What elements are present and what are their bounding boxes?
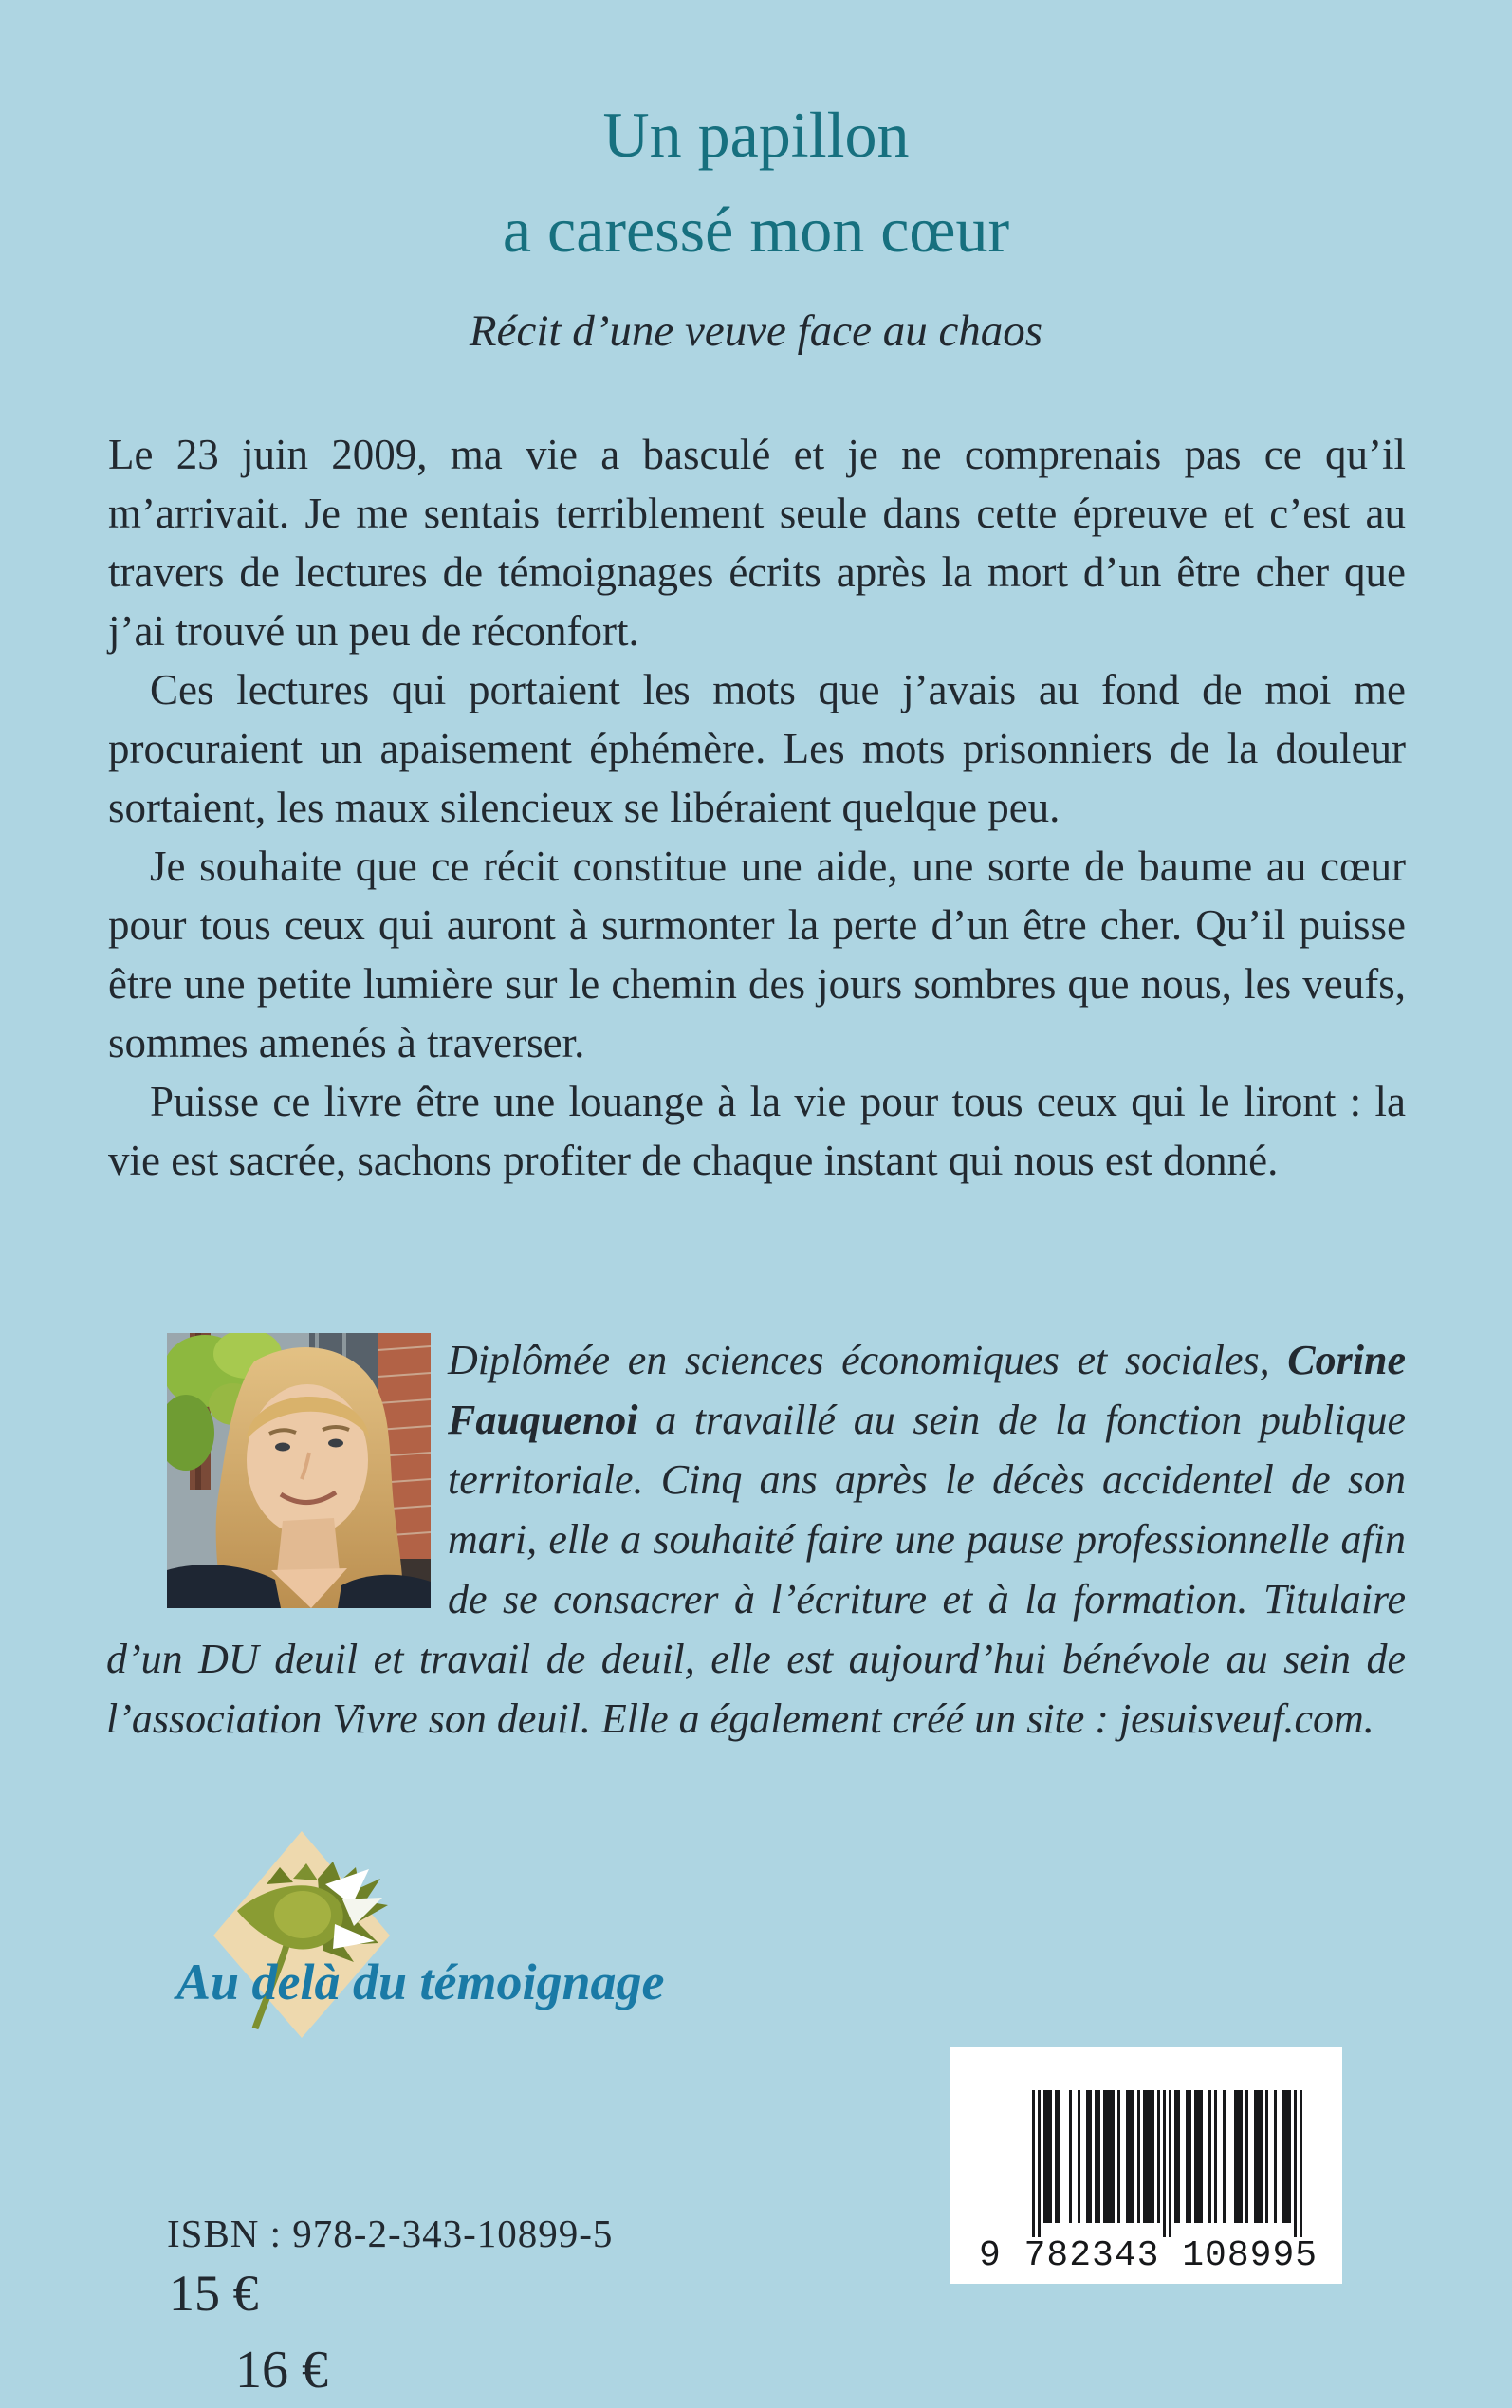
book-subtitle: Récit d’une veuve face au chaos (469, 306, 1043, 356)
author-name: Corine Fauquenoi (448, 1337, 1406, 1443)
author-photo (167, 1333, 431, 1608)
bio-rest: a travaillé au sein de la fonction publique territoriale. Cinq ans après le décès accidentel de son mari, elle a souhaité faire une pause professionnelle afin de se consacrer à l’écriture et à la formation. Titulaire d’un DU deuil et travail de deuil, elle est aujourd’hui bénévole au sein de l’association Vivre son deuil. Elle a également créé un site : jesuisveuf.com. (106, 1397, 1406, 1742)
collection-name: Au delà du témoignage (176, 1954, 665, 2010)
barcode-digits: 9 782343 108995 (979, 2235, 1318, 2276)
synopsis-paragraph-1: Le 23 juin 2009, ma vie a basculé et je ne comprenais pas ce qu’il m’arrivait. Je me sentais terriblement seule dans cette épreuve et c’est au travers de lectures de témoignages écrits après la mort d’un être cher que j’ai trouvé un peu de réconfort. (108, 431, 1406, 655)
book-title-line1: Un papillon (602, 99, 910, 171)
synopsis-paragraph-4: Puisse ce livre être une louange à la vie pour tous ceux qui le liront : la vie est sacrée, sachons profiter de chaque instant qui nous est donné. (108, 1078, 1406, 1184)
synopsis-paragraph-2: Ces lectures qui portaient les mots que j’avais au fond de moi me procuraient un apaisement éphémère. Les mots prisonniers de la douleur sortaient, les maux silencieux se libéraient quelque peu. (108, 666, 1406, 831)
bio-intro: Diplômée en sciences économiques et sociales, (448, 1337, 1288, 1383)
book-title-line2: a caressé mon cœur (502, 194, 1010, 266)
author-photo-illustration (167, 1333, 431, 1608)
synopsis-paragraph-3: Je souhaite que ce récit constitue une aide, une sorte de baume au cœur pour tous ceux qui auront à surmonter la perte d’un être cher. Qu’il puisse être une petite lumière sur le chemin des jours sombres que nous, les veufs, sommes amenés à traverser. (108, 843, 1406, 1066)
isbn: ISBN : 978-2-343-10899-5 (167, 2212, 614, 2255)
barcode (950, 2047, 1342, 2284)
title-block (0, 87, 1512, 361)
synopsis (108, 425, 1406, 1190)
barcode-bars (950, 2047, 1342, 2242)
price-primary: 15 € (169, 2265, 259, 2322)
author-bio (106, 1330, 1406, 1749)
price-secondary: 16 € (235, 2341, 328, 2399)
